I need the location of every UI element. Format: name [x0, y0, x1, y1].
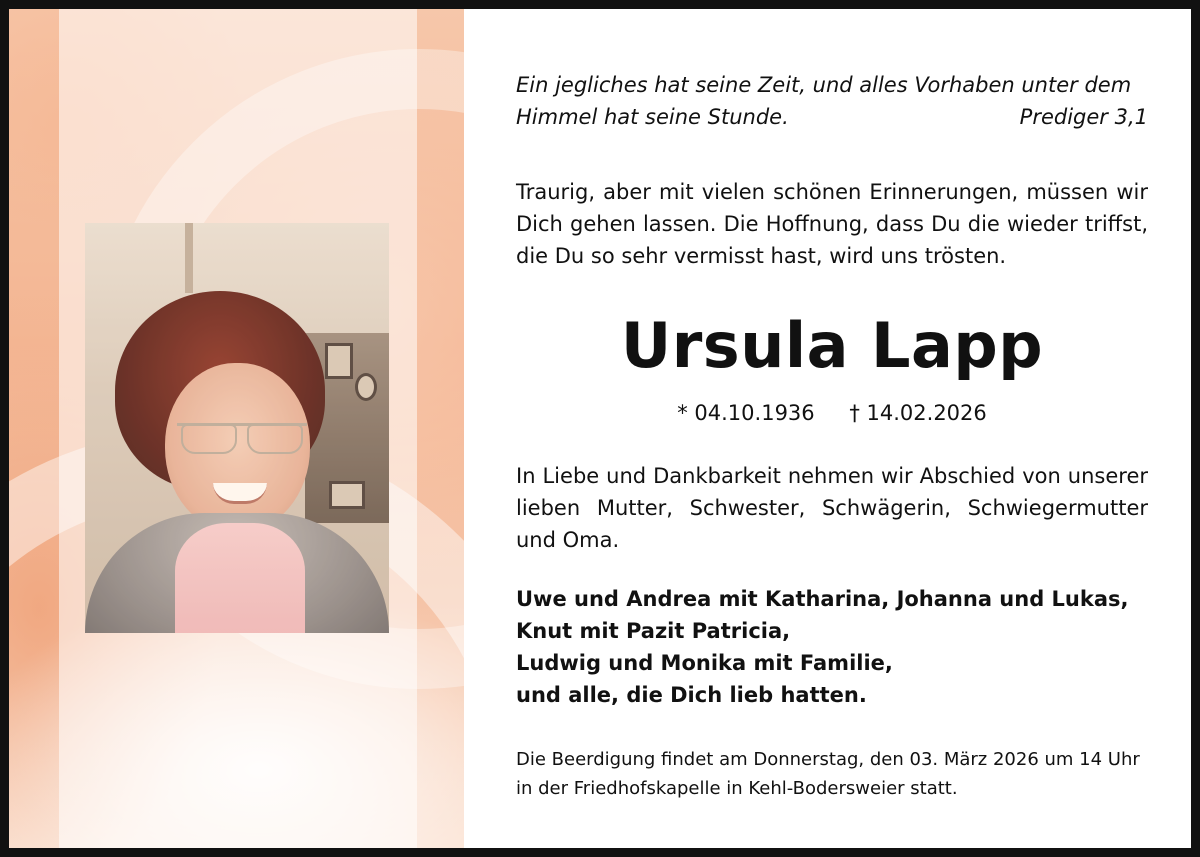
decorative-rose-background	[9, 9, 464, 848]
mourners-list	[516, 583, 1148, 711]
quote-line-1: Ein jegliches hat seine Zeit, und alles Vorhaben unter dem	[516, 73, 1132, 97]
quote-line-2-text: Himmel hat seine Stunde.	[516, 105, 789, 129]
funeral-notice: Die Beerdigung findet am Donnerstag, den 03. März 2026 um 14 Uhr in der Friedhofskapelle in Kehl-Bodersweier statt.	[516, 749, 1140, 799]
mourner-line: Knut mit Pazit Patricia,	[516, 619, 791, 643]
quote-source: Prediger 3,1	[1019, 105, 1148, 129]
life-dates	[516, 401, 1148, 425]
mourner-line: und alle, die Dich lieb hatten.	[516, 683, 867, 707]
quote-line-2	[516, 101, 1148, 133]
obituary-text	[516, 69, 1148, 799]
farewell-paragraph: In Liebe und Dankbarkeit nehmen wir Abschied von unserer lieben Mutter, Schwester, Schwägerin, Schwiegermutter und Oma.	[516, 464, 1148, 552]
photo-tint	[85, 223, 389, 633]
portrait-photo	[85, 223, 389, 633]
obituary-card	[9, 9, 1191, 848]
bible-quote	[516, 69, 1148, 133]
mourner-line: Uwe und Andrea mit Katharina, Johanna und Lukas,	[516, 587, 1129, 611]
intro-paragraph: Traurig, aber mit vielen schönen Erinnerungen, müssen wir Dich gehen lassen. Die Hoffnung, dass Du die wieder triffst, die Du so sehr vermisst hast, wird uns trösten.	[516, 180, 1148, 268]
death-date: † 14.02.2026	[849, 401, 987, 425]
birth-date: * 04.10.1936	[677, 401, 815, 425]
deceased-name: Ursula Lapp	[620, 309, 1044, 382]
mourner-line: Ludwig und Monika mit Familie,	[516, 651, 893, 675]
